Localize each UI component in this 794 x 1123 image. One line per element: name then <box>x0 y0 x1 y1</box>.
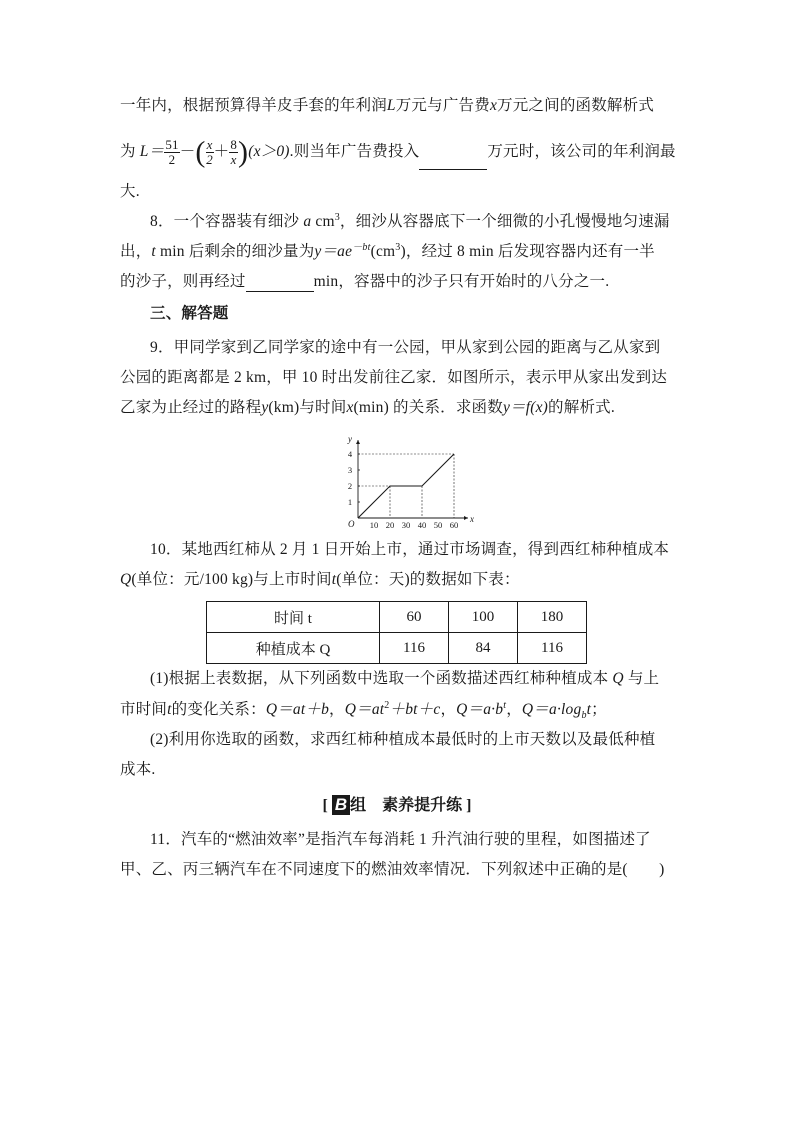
p9-line2: 公园的距离都是 2 km，甲 10 时出发前往乙家．如图所示，表示甲从家出发到达 <box>120 369 668 386</box>
table-cell: 84 <box>449 633 518 664</box>
y-tick-label: 4 <box>347 449 353 459</box>
p8-line1: 8．一个容器装有细沙 a $cm^3$，细沙从容器底下一个细微的小孔慢慢地匀速漏 <box>150 212 670 230</box>
p8-line2: 出，t min 后剩余的细沙量为$y=ae^{-bt}(cm^3)$，经过 8 min 后发现容器内还有一半 <box>120 242 655 260</box>
p10-line1: 10．某地西红柿从 2 月 1 日开始上市，通过市场调查，得到西红柿种植成本 <box>150 541 670 558</box>
group-b-heading: [ B 组 素养提升练 ] <box>322 795 472 814</box>
table-cell: 116 <box>518 633 587 664</box>
p10-line2: Q(单位：元/100 kg)与上市时间t(单位：天)的数据如下表： <box>120 571 520 588</box>
table-cell: 180 <box>518 602 587 633</box>
y-axis-arrow <box>356 440 360 444</box>
distance-time-chart <box>336 430 486 530</box>
p10-q1-line1: (1)根据上表数据，从下列函数中选取一个函数描述西红柿种植成本 Q 与上 <box>150 670 660 687</box>
p10-q2-line2: 成本. <box>120 761 156 778</box>
p9-line3: 乙家为止经过的路程y(km)与时间x(min) 的关系．求函数y＝f(x)的解析式. <box>120 399 615 416</box>
p10-q1-line2: 市时间t的变化关系：Q＝at＋b，$Q=at^2+bt+c$，$Q=a\cdot b^t$，$Q=a\cdot\log_bt$； <box>120 700 607 722</box>
x-tick-label: 50 <box>433 520 443 530</box>
table-header-time: 时间 t <box>207 602 380 633</box>
p11-line1: 11．汽车的“燃油效率”是指汽车每消耗 1 升汽油行驶的里程，如图描述了 <box>150 831 651 848</box>
cost-table <box>206 601 587 664</box>
x-tick-label: 20 <box>385 520 395 530</box>
fraction-8-x: $\frac{8}{x}$ <box>230 136 238 167</box>
table-row-cost <box>207 633 587 664</box>
x-tick-label: 30 <box>401 520 411 530</box>
table-cell: 100 <box>449 602 518 633</box>
x-tick-label: 40 <box>417 520 427 530</box>
origin-label: O <box>348 519 355 529</box>
x-tick-label: 10 <box>369 520 379 530</box>
y-tick-label: 3 <box>347 465 353 475</box>
table-header-cost: 种植成本 Q <box>207 633 380 664</box>
p7-line2: 为 L＝ $\frac{51}{2}$ －( $\frac{x}{2}$ ＋ $\frac{8}{x}$ )(x＞0).则当年广告费投入 万元时，该公司的年利润最 <box>120 135 676 169</box>
x-axis-arrow <box>464 516 468 520</box>
x-tick-label: 60 <box>449 520 459 530</box>
y-tick-label: 1 <box>347 497 353 507</box>
table-cell: 60 <box>380 602 449 633</box>
table-row-time <box>207 602 587 633</box>
x-axis-label: x <box>470 514 474 524</box>
p10-q2-line1: (2)利用你选取的函数，求西红柿种植成本最低时的上市天数以及最低种植 <box>150 731 656 748</box>
answer-blank-7[interactable] <box>419 154 487 170</box>
p7-line1: 一年内，根据预算得羊皮手套的年利润L万元与广告费x万元之间的函数解析式 <box>120 97 655 114</box>
p9-line1: 9．甲同学家到乙同学家的途中有一公园，甲从家到公园的距离与乙从家到 <box>150 339 661 356</box>
fraction-51-2: $\frac{51}{2}$ <box>165 136 179 167</box>
p11-line2: 甲、乙、丙三辆汽车在不同速度下的燃油效率情况．下列叙述中正确的是( ) <box>120 861 665 878</box>
p7-line3: 大. <box>120 183 140 200</box>
y-axis-label: y <box>348 434 352 444</box>
p8-line3: 的沙子，则再经过 min，容器中的沙子只有开始时的八分之一. <box>120 273 610 290</box>
section-heading-3: 三、解答题 <box>150 305 229 322</box>
answer-blank-8[interactable] <box>246 276 314 292</box>
table-cell: 116 <box>380 633 449 664</box>
fraction-x-2: $\frac{x}{2}$ <box>206 136 213 167</box>
y-tick-label: 2 <box>347 481 353 491</box>
